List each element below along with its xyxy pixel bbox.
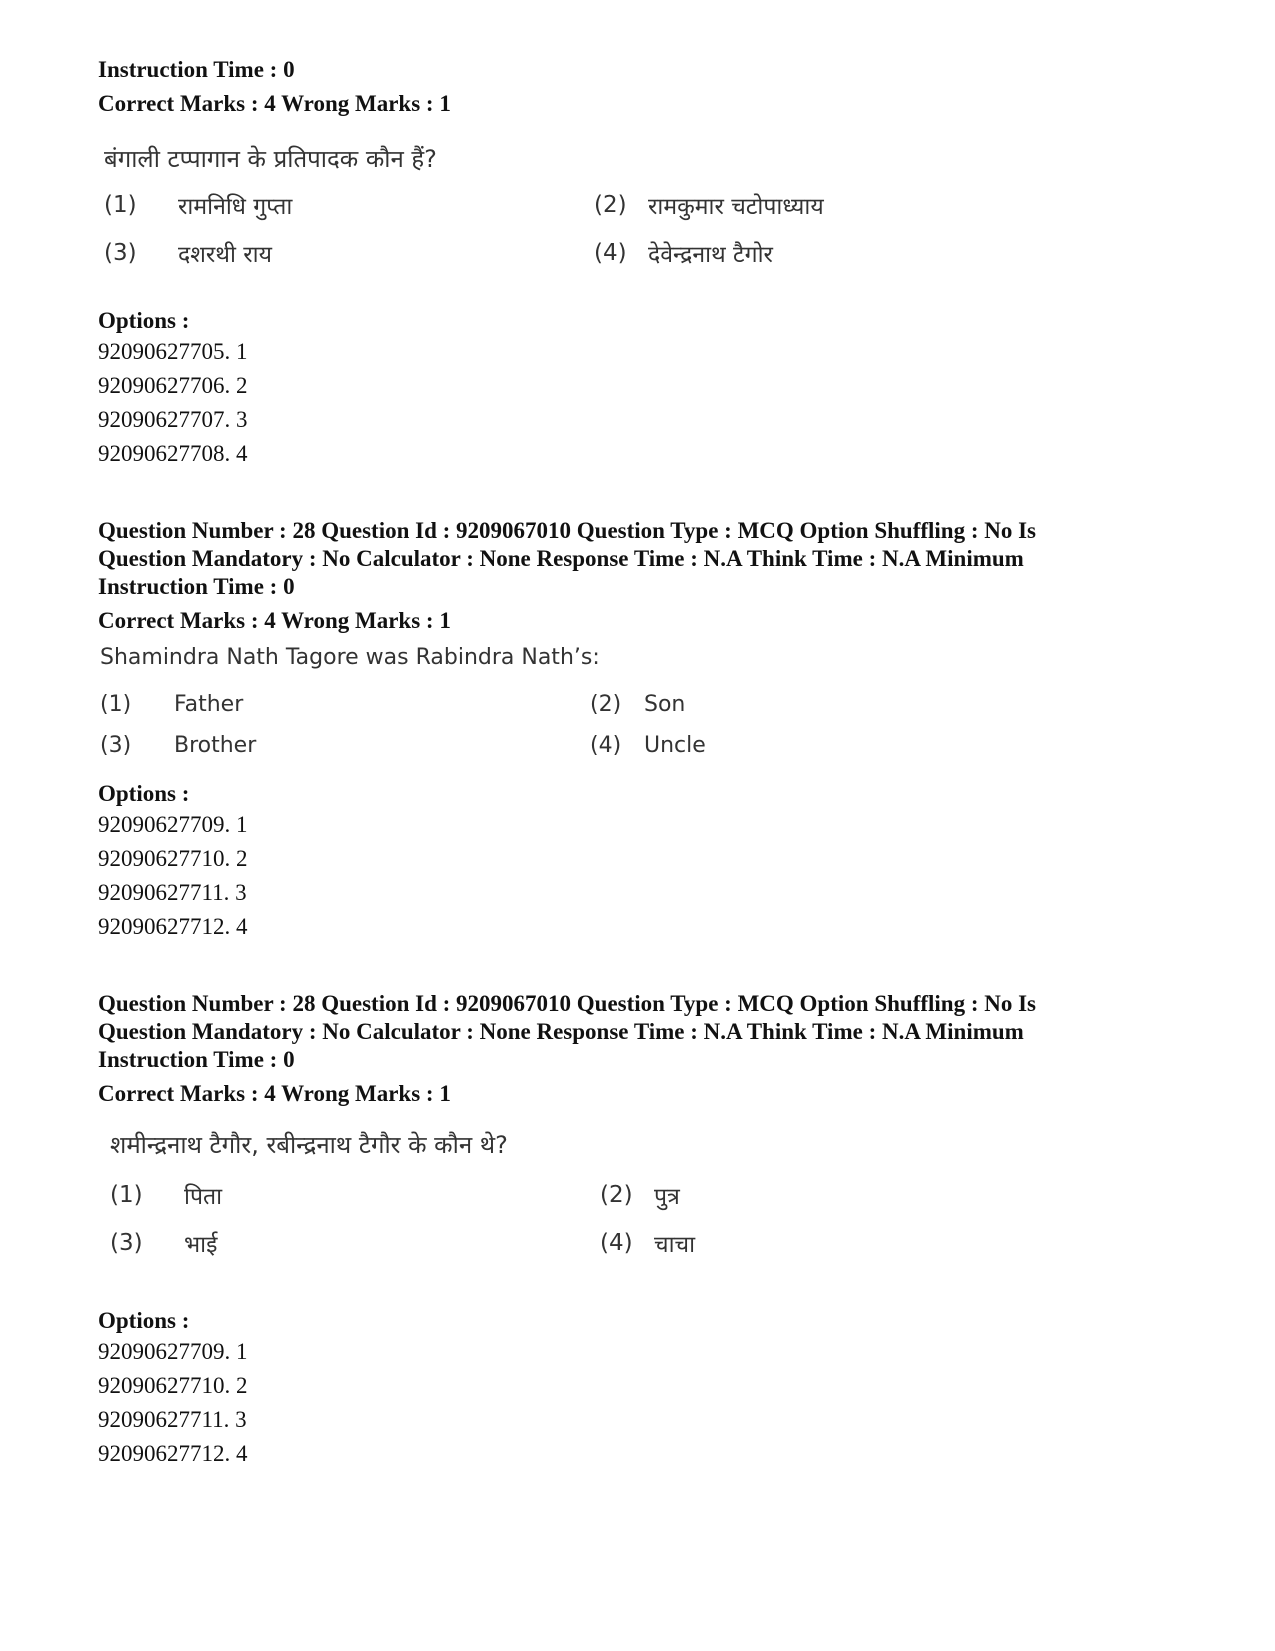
choice-1 (100, 692, 590, 717)
instruction-time: Instruction Time : 0 (98, 574, 295, 599)
question-header-line-1: Question Number : 28 Question Id : 9209067010 Question Type : MCQ Option Shuffling : No Is (98, 518, 1037, 543)
choice-text: दशरथी राय (178, 242, 272, 268)
question-block-3 (98, 990, 1198, 1471)
choice-grid (100, 692, 1198, 758)
choice-text: Son (644, 692, 686, 717)
choice-number: (2) (600, 1182, 633, 1208)
choice-text: रामकुमार चटोपाध्याय (648, 194, 824, 220)
option-item: 92090627711. 3 (98, 880, 247, 905)
choice-number: (4) (600, 1230, 633, 1256)
choice-3 (104, 237, 594, 269)
option-item: 92090627706. 2 (98, 373, 248, 398)
choice-text: पुत्र (654, 1184, 680, 1210)
question-text: Shamindra Nath Tagore was Rabindra Nath’s: (100, 645, 600, 670)
option-item: 92090627709. 1 (98, 1339, 248, 1364)
choice-number: (1) (110, 1182, 143, 1208)
question-header-line-1: Question Number : 28 Question Id : 9209067010 Question Type : MCQ Option Shuffling : No Is (98, 991, 1037, 1016)
option-item: 92090627708. 4 (98, 441, 248, 466)
choice-1 (104, 189, 594, 221)
choice-number: (2) (590, 692, 622, 717)
options-label: Options : (98, 1308, 190, 1333)
choice-2 (590, 692, 1080, 717)
choice-2 (600, 1179, 1090, 1211)
choice-text: पिता (184, 1184, 223, 1210)
choice-text: Uncle (644, 733, 706, 758)
choice-4 (594, 237, 1084, 269)
options-label: Options : (98, 308, 190, 333)
choice-3 (110, 1227, 600, 1259)
option-item: 92090627712. 4 (98, 914, 248, 939)
choice-text: देवेन्द्रनाथ टैगोर (648, 242, 773, 268)
question-text: बंगाली टप्पागान के प्रतिपादक कौन हैं? (104, 145, 437, 173)
choice-text: चाचा (654, 1232, 696, 1258)
choice-number: (4) (594, 240, 627, 266)
choice-text: रामनिधि गुप्ता (178, 194, 293, 220)
options-list (98, 808, 1198, 944)
option-item: 92090627710. 2 (98, 846, 248, 871)
choice-text: Brother (174, 733, 257, 758)
option-item: 92090627710. 2 (98, 1373, 248, 1398)
choice-4 (590, 733, 1080, 758)
marks-line: Correct Marks : 4 Wrong Marks : 1 (98, 1081, 451, 1106)
options-label: Options : (98, 781, 190, 806)
choice-number: (1) (104, 192, 137, 218)
option-item: 92090627712. 4 (98, 1441, 248, 1466)
marks-line: Correct Marks : 4 Wrong Marks : 1 (98, 91, 451, 116)
instruction-time: Instruction Time : 0 (98, 1047, 295, 1072)
choice-2 (594, 189, 1084, 221)
question-header-line-2: Question Mandatory : No Calculator : None Response Time : N.A Think Time : N.A Minimum (98, 546, 1024, 571)
choice-number: (3) (104, 240, 137, 266)
choice-text: भाई (184, 1232, 218, 1258)
choice-number: (3) (100, 733, 132, 758)
instruction-time: Instruction Time : 0 (98, 57, 295, 82)
question-block-2 (98, 517, 1198, 944)
option-item: 92090627709. 1 (98, 812, 248, 837)
choice-3 (100, 733, 590, 758)
choice-1 (110, 1179, 600, 1211)
choice-number: (1) (100, 692, 132, 717)
document-page (98, 56, 1198, 1471)
choice-grid (110, 1179, 1198, 1259)
question-text: शमीन्द्रनाथ टैगौर, रबीन्द्रनाथ टैगौर के कौन थे? (110, 1131, 508, 1159)
question-header-line-2: Question Mandatory : No Calculator : None Response Time : N.A Think Time : N.A Minimum (98, 1019, 1024, 1044)
choice-grid (104, 189, 1198, 269)
options-list (98, 335, 1198, 471)
options-list (98, 1335, 1198, 1471)
marks-line: Correct Marks : 4 Wrong Marks : 1 (98, 608, 451, 633)
option-item: 92090627705. 1 (98, 339, 248, 364)
choice-text: Father (174, 692, 244, 717)
choice-number: (2) (594, 192, 627, 218)
option-item: 92090627711. 3 (98, 1407, 247, 1432)
question-block-1 (98, 56, 1198, 471)
choice-4 (600, 1227, 1090, 1259)
option-item: 92090627707. 3 (98, 407, 248, 432)
choice-number: (4) (590, 733, 622, 758)
choice-number: (3) (110, 1230, 143, 1256)
